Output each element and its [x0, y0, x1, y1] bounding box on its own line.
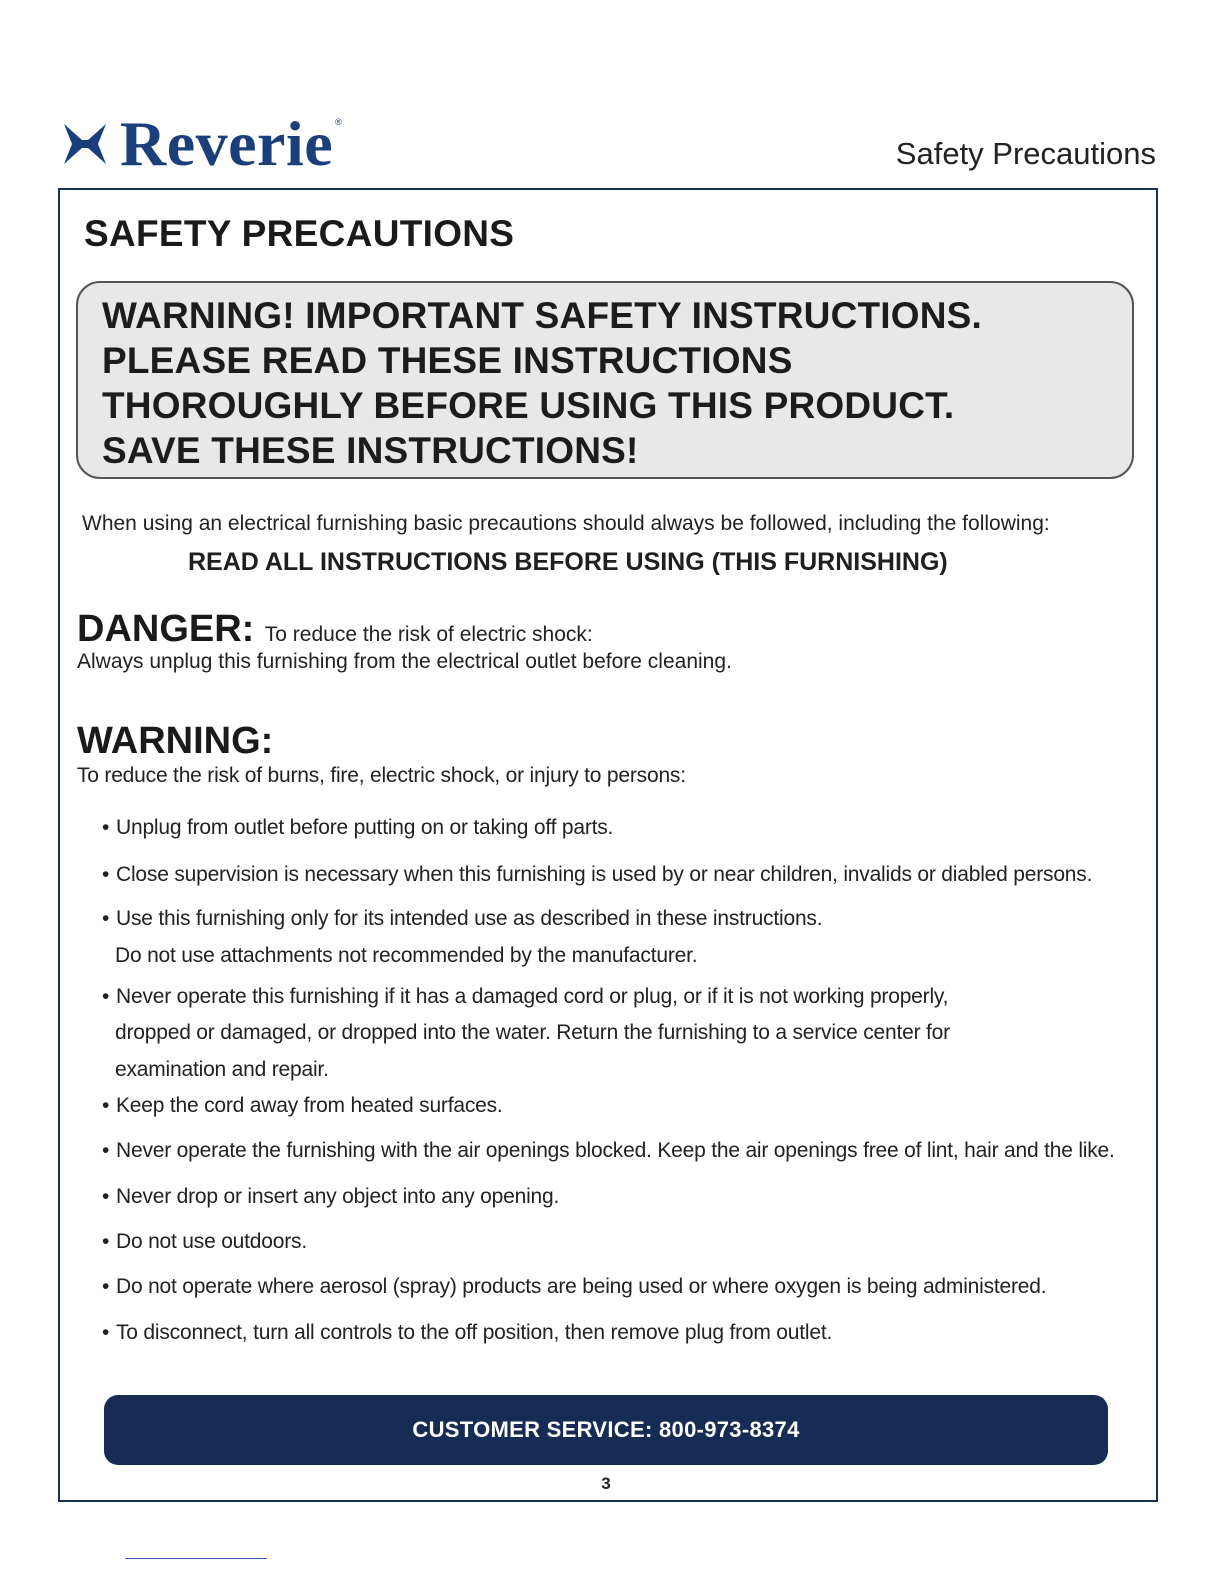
bullet-dot: • — [102, 985, 110, 1008]
list-item-text: Use this furnishing only for its intended use as described in these instructions. — [116, 907, 823, 930]
list-item-text: Never drop or insert any object into any opening. — [116, 1185, 560, 1208]
bullet-dot: • — [102, 1139, 110, 1162]
list-item — [102, 863, 1092, 887]
bullet-dot: • — [102, 863, 110, 886]
footer-divider — [125, 1558, 267, 1559]
logo-wordmark: Reverie — [120, 108, 334, 179]
bullet-dot: • — [102, 1185, 110, 1208]
list-item — [102, 1139, 1115, 1163]
list-item — [102, 985, 948, 1009]
list-item-text: Do not use outdoors. — [116, 1230, 307, 1253]
list-item-continuation: examination and repair. — [115, 1058, 329, 1081]
danger-body: Always unplug this furnishing from the electrical outlet before cleaning. — [77, 650, 732, 673]
list-item-text: Keep the cord away from heated surfaces. — [116, 1094, 503, 1117]
read-all-instructions: READ ALL INSTRUCTIONS BEFORE USING (THIS FURNISHING) — [188, 548, 948, 576]
customer-service-text: CUSTOMER SERVICE: 800-973-8374 — [412, 1417, 800, 1442]
bullet-dot: • — [102, 1275, 110, 1298]
warning-box-line: PLEASE READ THESE INSTRUCTIONS — [102, 340, 793, 381]
bullet-dot: • — [102, 1094, 110, 1117]
danger-subtitle: To reduce the risk of electric shock: — [264, 623, 593, 646]
bullet-dot: • — [102, 1321, 110, 1344]
list-item-text: Do not operate where aerosol (spray) products are being used or where oxygen is being administered. — [116, 1275, 1047, 1298]
list-item — [102, 816, 613, 840]
list-item — [102, 1230, 307, 1254]
page-number: 3 — [601, 1474, 611, 1493]
list-item — [102, 1321, 832, 1345]
warning-body: To reduce the risk of burns, fire, electric shock, or injury to persons: — [77, 764, 686, 787]
warning-label: WARNING: — [77, 720, 274, 762]
list-item-text: Close supervision is necessary when this furnishing is used by or near children, invalids or diabled persons. — [116, 863, 1093, 886]
danger-heading — [77, 608, 593, 651]
danger-label: DANGER: — [77, 608, 255, 650]
reverie-logo — [62, 108, 342, 179]
list-item — [102, 1094, 503, 1118]
list-item-text: Unplug from outlet before putting on or taking off parts. — [116, 816, 614, 839]
page-header-title: Safety Precautions — [895, 136, 1156, 171]
section-title: SAFETY PRECAUTIONS — [84, 213, 515, 254]
list-item-continuation: dropped or damaged, or dropped into the water. Return the furnishing to a service center for — [115, 1021, 950, 1044]
warning-box-line: SAVE THESE INSTRUCTIONS! — [102, 430, 639, 471]
warning-box-line: WARNING! IMPORTANT SAFETY INSTRUCTIONS. — [102, 295, 983, 336]
customer-service-bar — [104, 1395, 1108, 1465]
list-item-text: Never operate the furnishing with the air openings blocked. Keep the air openings free of lint, hair and the like. — [116, 1139, 1115, 1162]
bullet-dot: • — [102, 816, 110, 839]
bullet-dot: • — [102, 907, 110, 930]
registered-mark: ® — [335, 117, 342, 127]
list-item-text: To disconnect, turn all controls to the off position, then remove plug from outlet. — [116, 1321, 833, 1344]
list-item-text: Never operate this furnishing if it has a damaged cord or plug, or if it is not working properly, — [116, 985, 949, 1008]
warning-box-line: THOROUGHLY BEFORE USING THIS PRODUCT. — [102, 385, 955, 426]
list-item-continuation: Do not use attachments not recommended by the manufacturer. — [115, 944, 698, 967]
bullet-dot: • — [102, 1230, 110, 1253]
list-item — [102, 1185, 559, 1209]
reverie-logo-icon — [62, 121, 108, 167]
intro-text: When using an electrical furnishing basic precautions should always be followed, including the following: — [82, 512, 1050, 535]
list-item — [102, 907, 822, 931]
list-item — [102, 1275, 1046, 1299]
important-warning-box — [76, 281, 1134, 479]
